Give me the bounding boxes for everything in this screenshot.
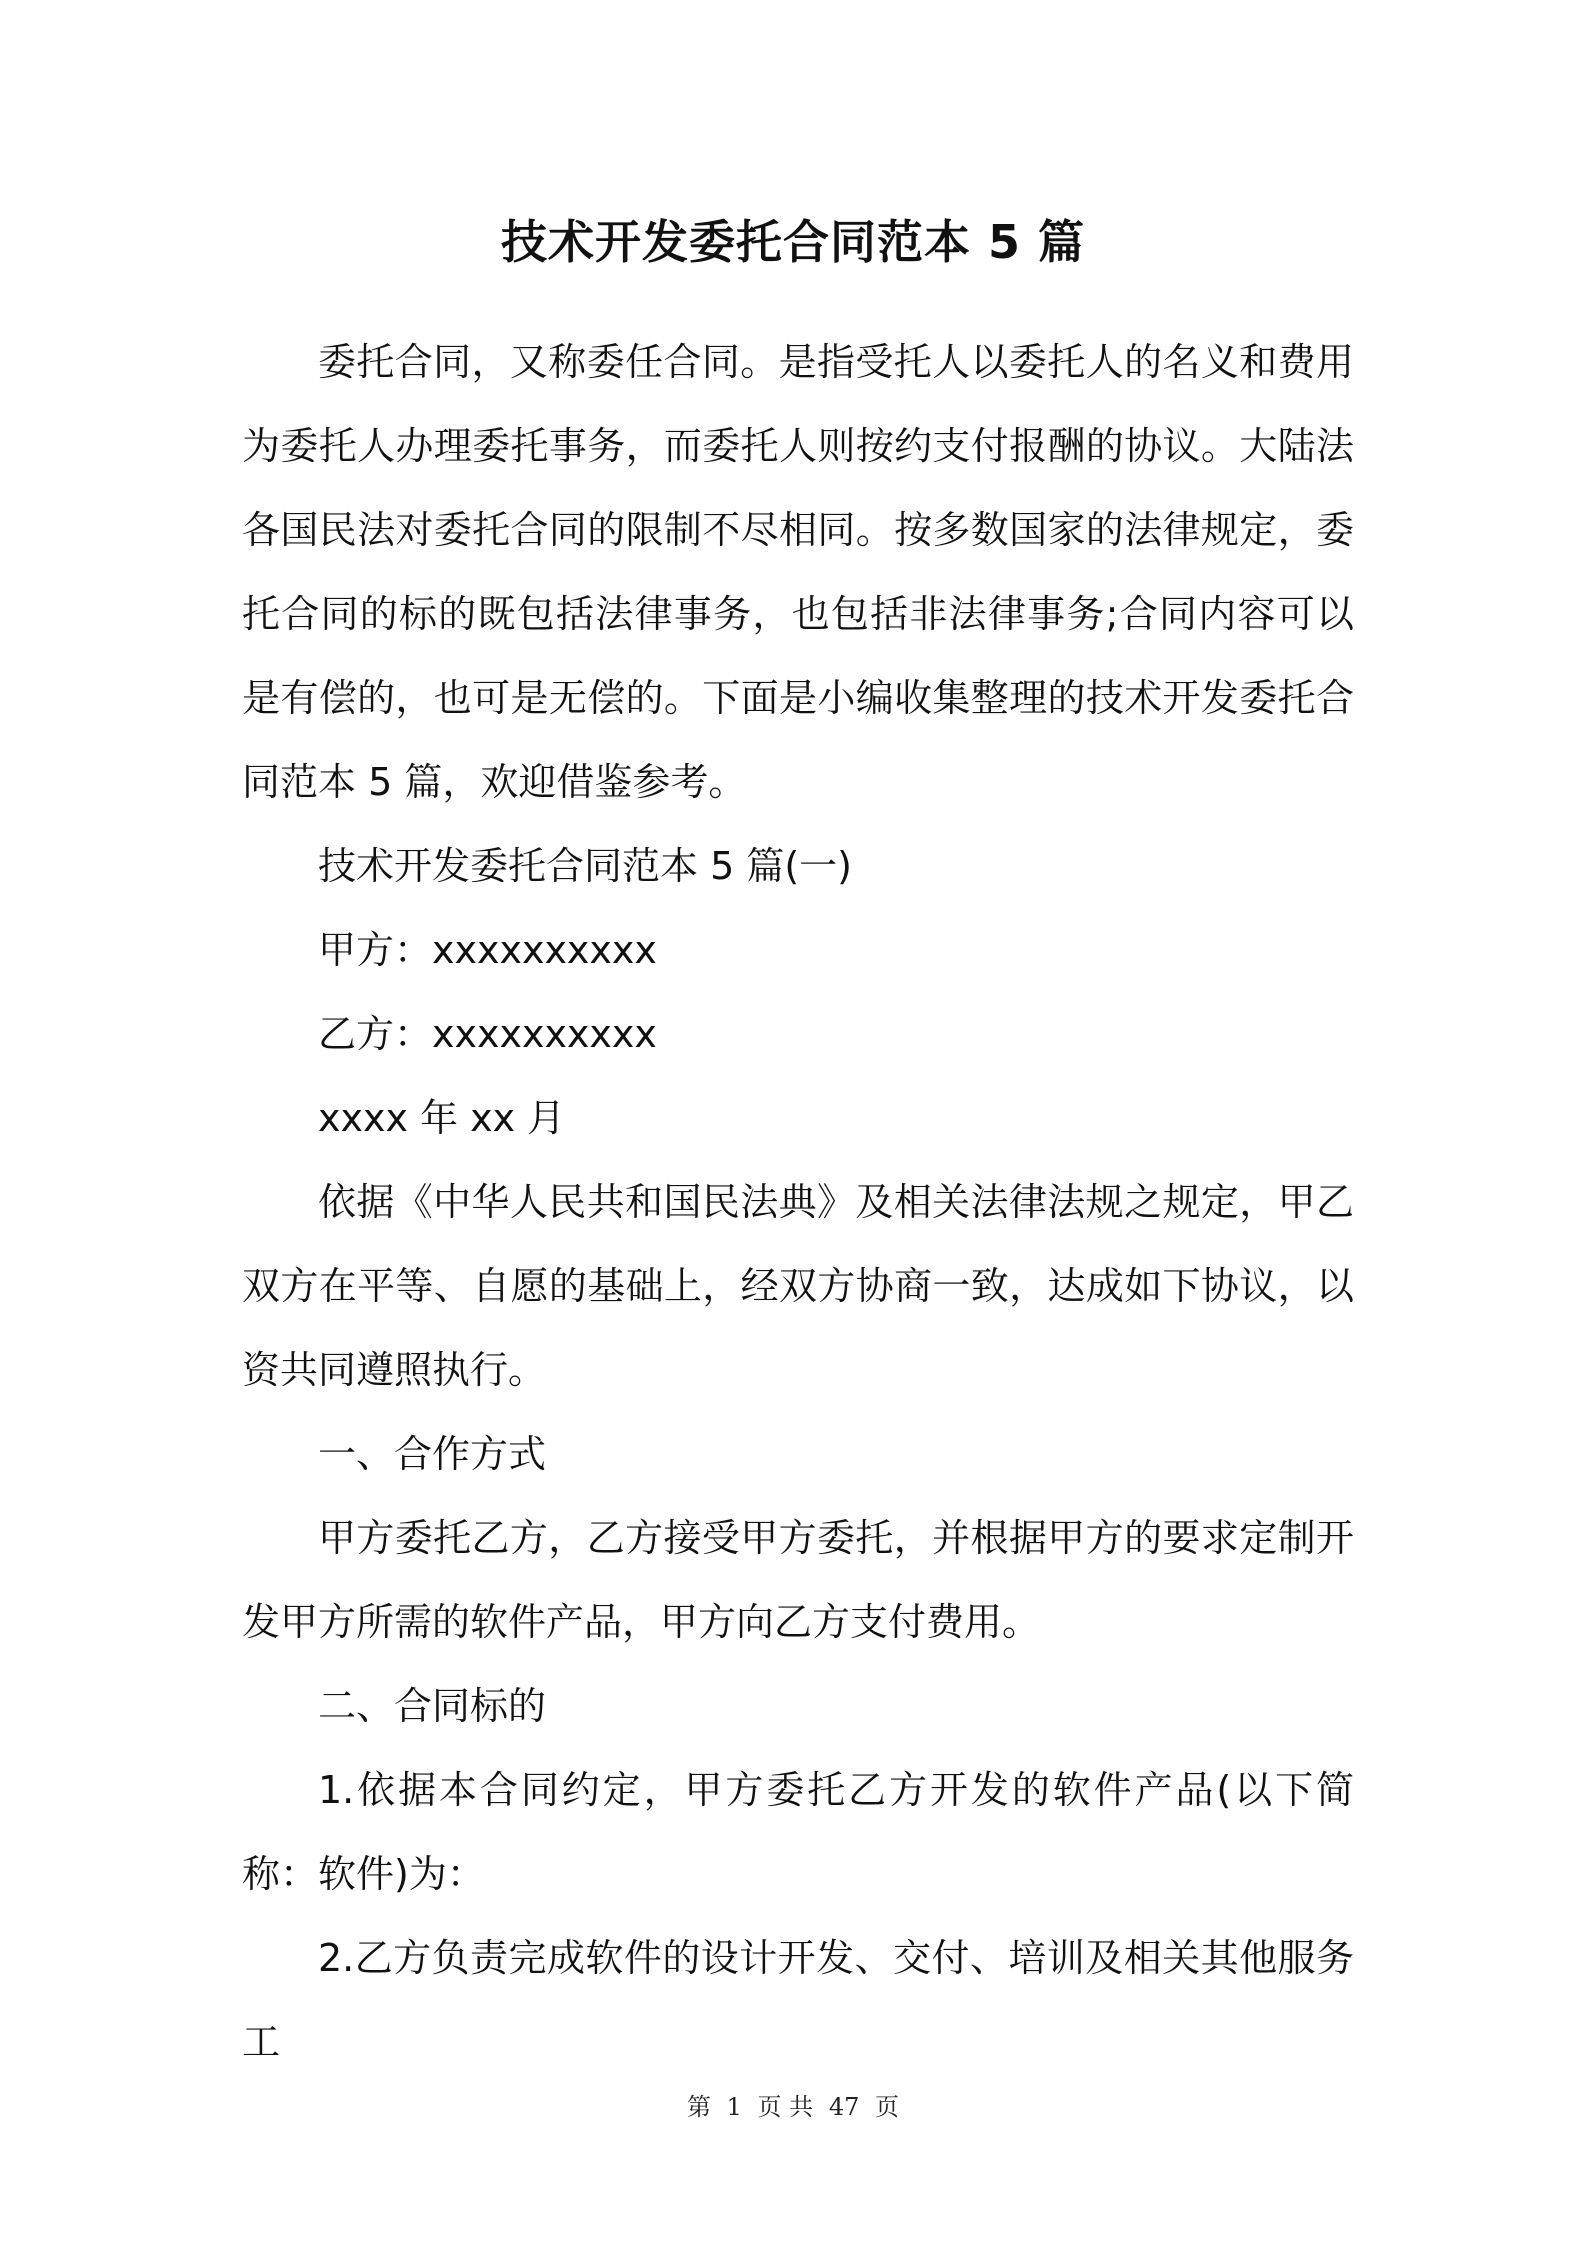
- footer-suffix: 页: [875, 2093, 900, 2121]
- subject-item-1: 1.依据本合同约定，甲方委托乙方开发的软件产品(以下简称：软件)为：: [242, 1768, 1354, 1896]
- page-footer: [0, 2092, 1586, 2122]
- legal-basis-paragraph: 依据《中华人民共和国民法典》及相关法律法规之规定，甲乙双方在平等、自愿的基础上，经双方协商一致，达成如下协议，以资共同遵照执行。: [242, 1180, 1354, 1392]
- document-body: [242, 320, 1354, 2084]
- party-a-line: 甲方：xxxxxxxxxx: [318, 928, 657, 972]
- clause-heading-cooperation: 一、合作方式: [318, 1432, 547, 1476]
- document-title: 技术开发委托合同范本 5 篇: [500, 215, 1086, 269]
- intro-paragraph: 委托合同，又称委任合同。是指受托人以委托人的名义和费用为委托人办理委托事务，而委托人则按约支付报酬的协议。大陆法各国民法对委托合同的限制不尽相同。按多数国家的法律规定，委托合同的标的既包括法律事务，也包括非法律事务;合同内容可以是有偿的，也可是无偿的。下面是小编收集整理的技术开发委托合同范本 5 篇，欢迎借鉴参考。: [242, 340, 1354, 804]
- clause-heading-subject: 二、合同标的: [318, 1684, 547, 1728]
- footer-middle: 页 共: [757, 2093, 814, 2121]
- party-b-line: 乙方：xxxxxxxxxx: [318, 1012, 657, 1056]
- footer-total-pages: 47: [828, 2093, 860, 2121]
- section-heading-contract-one: 技术开发委托合同范本 5 篇(一): [318, 844, 852, 888]
- subject-item-2: 2.乙方负责完成软件的设计开发、交付、培训及相关其他服务工: [242, 1936, 1354, 2064]
- cooperation-paragraph: 甲方委托乙方，乙方接受甲方委托，并根据甲方的要求定制开发甲方所需的软件产品，甲方向乙方支付费用。: [242, 1516, 1354, 1644]
- footer-page-number: 1: [726, 2093, 742, 2121]
- date-line: xxxx 年 xx 月: [318, 1096, 566, 1140]
- footer-prefix: 第: [686, 2093, 711, 2121]
